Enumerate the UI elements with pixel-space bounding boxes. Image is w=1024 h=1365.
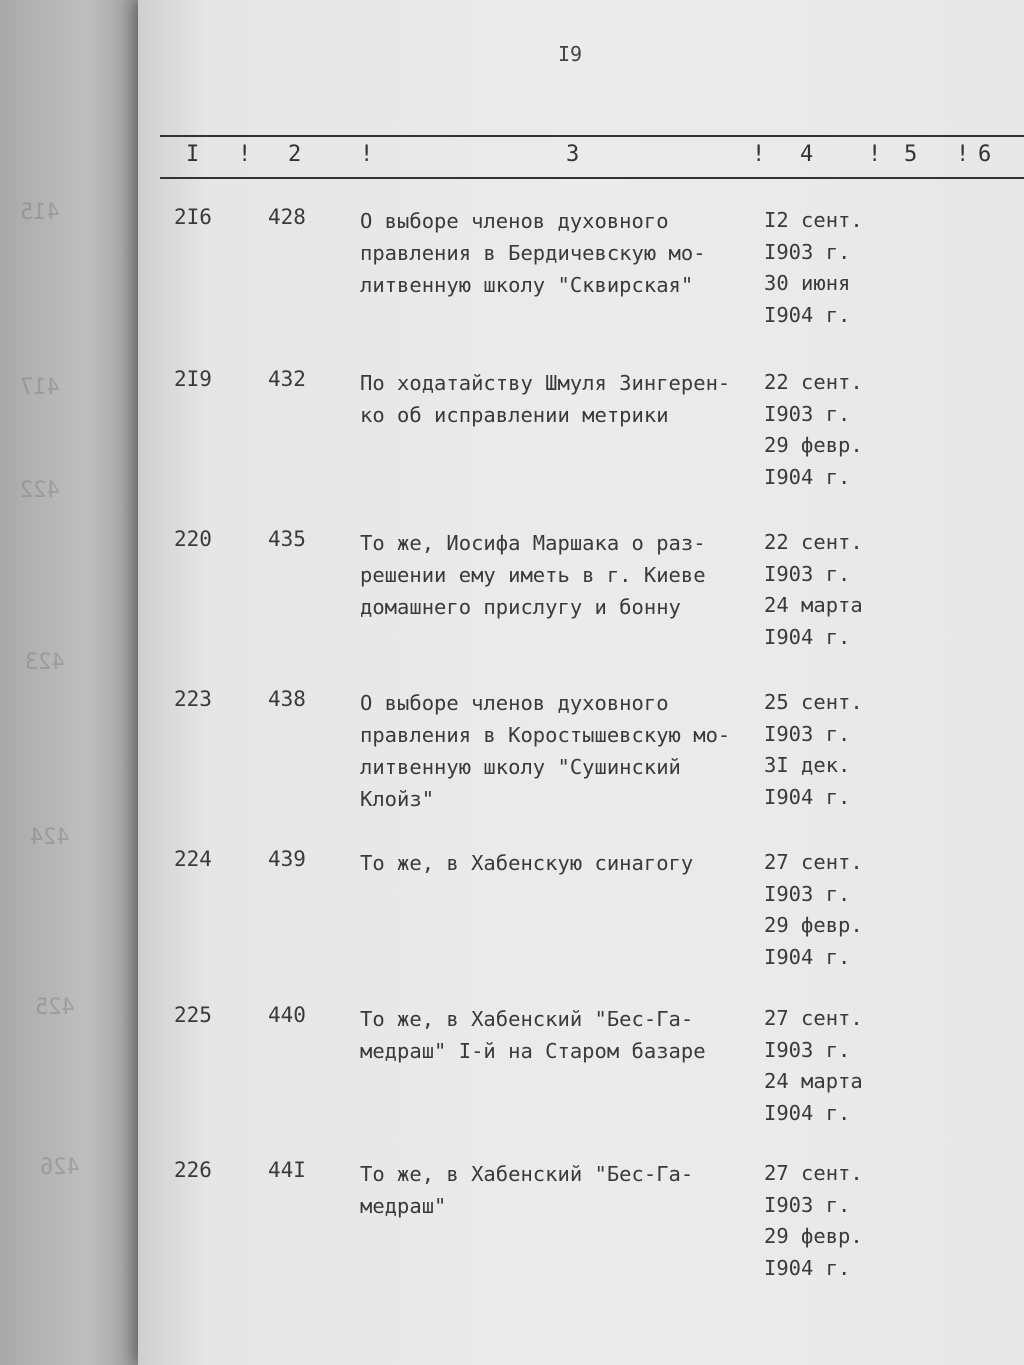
reference-number: 432 (268, 367, 306, 391)
date-line: 29 февр. (764, 913, 863, 937)
date-line: 3I дек. (764, 753, 851, 777)
date-range (764, 687, 884, 813)
reference-number: 435 (268, 527, 306, 551)
bleed-through-mark: 423 (25, 650, 65, 675)
table-row (138, 527, 1024, 667)
date-line: I903 г. (764, 1037, 851, 1062)
document-page (138, 0, 1024, 1365)
row-number: 226 (174, 1158, 212, 1182)
header-separator: ! (360, 142, 374, 167)
header-bottom-rule (160, 177, 1024, 179)
date-line: I904 г. (764, 1255, 851, 1280)
case-description: По ходатайству Шмуля Зингерен- ко об исправлении метрики (360, 371, 731, 427)
date-line: 27 сент. (764, 850, 863, 874)
date-line: I903 г. (764, 561, 851, 586)
bleed-through-mark: 417 (20, 375, 60, 400)
date-line: I904 г. (764, 944, 851, 969)
table-row (138, 847, 1024, 987)
date-line: I903 г. (764, 239, 851, 264)
header-col-3: 3 (566, 142, 580, 167)
table-row (138, 205, 1024, 345)
header-col-5: 5 (904, 142, 918, 167)
header-separator: ! (238, 142, 252, 167)
header-separator: ! (868, 142, 882, 167)
case-description: То же, Иосифа Маршака о раз- решении ему иметь в г. Киеве домашнего прислугу и бонну (360, 531, 706, 619)
date-line: 24 марта (764, 1069, 863, 1093)
date-line: 25 сент. (764, 690, 863, 714)
date-line: I904 г. (764, 1100, 851, 1125)
date-line: I904 г. (764, 624, 851, 649)
header-col-1: I (186, 142, 200, 167)
bleed-through-mark: 426 (40, 1155, 80, 1180)
date-line: 22 сент. (764, 530, 863, 554)
reference-number: 439 (268, 847, 306, 871)
date-line: I903 г. (764, 881, 851, 906)
date-line: 29 февр. (764, 433, 863, 457)
row-number: 224 (174, 847, 212, 871)
case-description: То же, в Хабенский "Бес-Га- медраш" (360, 1162, 694, 1218)
row-number: 223 (174, 687, 212, 711)
table-row (138, 687, 1024, 827)
date-line: 27 сент. (764, 1006, 863, 1030)
date-line: I904 г. (764, 784, 851, 809)
row-number: 220 (174, 527, 212, 551)
bleed-through-mark: 415 (20, 200, 60, 225)
facing-page (0, 0, 160, 1365)
date-range (764, 367, 884, 493)
case-description: О выборе членов духовного правления в Бердичевскую мо- литвенную школу "Сквирская" (360, 209, 706, 297)
table-row (138, 1158, 1024, 1298)
date-line: I903 г. (764, 401, 851, 426)
reference-number: 438 (268, 687, 306, 711)
table-row (138, 367, 1024, 507)
case-description: О выборе членов духовного правления в Коростышевскую мо- литвенную школу "Сушинский Клойз" (360, 691, 731, 811)
date-line: I904 г. (764, 464, 851, 489)
header-separator: ! (752, 142, 766, 167)
date-line: I2 сент. (764, 208, 863, 232)
reference-number: 428 (268, 205, 306, 229)
bleed-through-mark: 425 (35, 995, 75, 1020)
date-line: 22 сент. (764, 370, 863, 394)
date-line: I904 г. (764, 302, 851, 327)
header-separator: ! (956, 142, 970, 167)
date-line: 24 марта (764, 593, 863, 617)
header-col-6: 6 (978, 142, 992, 167)
date-range (764, 847, 884, 973)
header-col-4: 4 (800, 142, 814, 167)
header-top-rule (160, 135, 1024, 137)
header-col-2: 2 (288, 142, 302, 167)
row-number: 2I9 (174, 367, 212, 391)
date-range (764, 1158, 884, 1284)
case-description: То же, в Хабенскую синагогу (360, 851, 694, 875)
date-line: I903 г. (764, 1192, 851, 1217)
bleed-through-mark: 424 (30, 825, 70, 850)
date-line: I903 г. (764, 721, 851, 746)
date-range (764, 205, 884, 331)
date-line: 29 февр. (764, 1224, 863, 1248)
reference-number: 44I (268, 1158, 306, 1182)
table-row (138, 1003, 1024, 1143)
date-line: 27 сент. (764, 1161, 863, 1185)
case-description: То же, в Хабенский "Бес-Га- медраш" I-й на Старом базаре (360, 1007, 706, 1063)
date-range (764, 527, 884, 653)
date-range (764, 1003, 884, 1129)
row-number: 2I6 (174, 205, 212, 229)
bleed-through-mark: 422 (20, 478, 60, 503)
page-number: I9 (558, 42, 583, 66)
date-line: 30 июня (764, 271, 851, 295)
row-number: 225 (174, 1003, 212, 1027)
reference-number: 440 (268, 1003, 306, 1027)
